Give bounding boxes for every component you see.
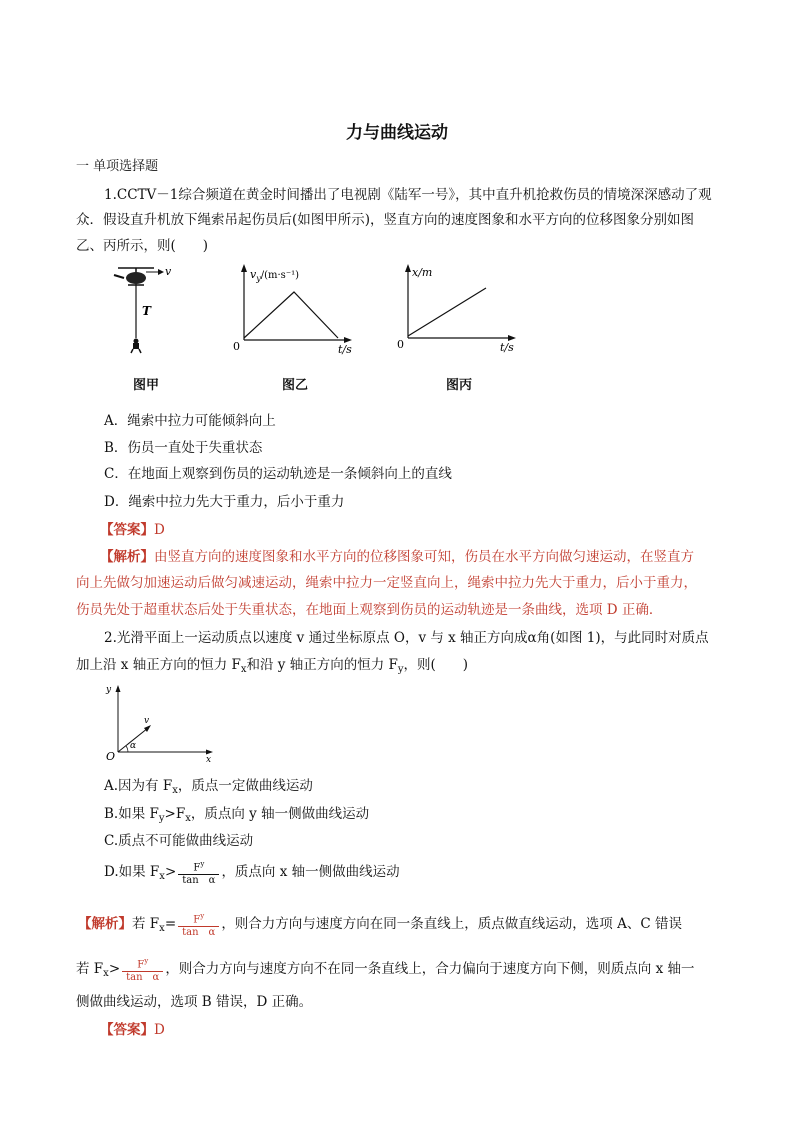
tension-label: T [142,304,151,318]
q1-analysis-line-3: 伤员先处于超重状态后处于失重状态，在地面上观察到伤员的运动轨迹是一条曲线，选项 D 正确． [76,602,663,618]
caption-fig-a: 图甲 [133,378,160,393]
q2-option-b: B.如果 $F_y>F_x$，质点向 y 轴一侧做曲线运动 [104,806,370,824]
fraction-fy-tan: $\frac{F^y}{\text{tan α}}$ [178,910,219,939]
velocity-label: v [165,265,172,278]
x-axis-label: x [206,755,212,764]
q2-stem-line-1: 2.光滑平面上一运动质点以速度 v 通过坐标原点 O，v 与 x 轴正方向成α角(如图 1)，与此同时对质点 [104,630,709,646]
q2-answer: 【答案】D [100,1022,165,1038]
helicopter-icon [114,268,154,285]
q2-option-c: C.质点不可能做曲线运动 [104,833,254,849]
displacement-line [408,288,486,336]
q1-stem-line-1: 1.CCTV－1综合频道在黄金时间播出了电视剧《陆军一号》，其中直升机抢救伤员的情境深深感动了观 [104,187,712,203]
page-title: 力与曲线运动 [346,123,448,143]
velocity-curve [244,292,338,338]
person-icon [131,339,141,354]
caption-fig-b: 图乙 [282,378,309,393]
q1-option-b: B．伤员一直处于失重状态 [104,440,263,456]
q1-option-a: A．绳索中拉力可能倾斜向上 [104,413,276,429]
fraction-fy-tan: $\frac{F^y}{\text{tan α}}$ [122,955,163,984]
q1-stem-line-3: 乙、丙所示，则( ) [76,238,209,254]
t-axis-label: t/s [338,343,352,356]
figure-displacement-graph [392,258,532,358]
figure-helicopter [110,262,190,357]
q2-analysis-line-1: 【解析】若 $F_x=$ $\frac{F^y}{\text{tan α}}$ ，则合力方向与速度方向在同一条直线上，质点做直线运动，选项 A、C 错误 [78,912,682,939]
figure-velocity-graph [228,258,368,358]
q2-option-a: A.因为有 $F_x$，质点一定做曲线运动 [104,778,313,796]
x-axis-label: x/m [412,266,433,279]
vy-label: $v_y/(m\cdot s^{-1})$ [250,268,300,283]
q2-analysis-line-3: 侧做曲线运动，选项 B 错误，D 正确。 [76,994,313,1010]
figure-coordinates [100,680,220,764]
t-axis-label: t/s [500,341,514,354]
q2-stem-line-2: 加上沿 x 轴正方向的恒力 $F_x$和沿 y 轴正方向的恒力 $F_y$，则( ) [76,657,469,675]
caption-fig-c: 图丙 [446,378,473,393]
alpha-label: α [130,741,137,751]
q1-option-c: C．在地面上观察到伤员的运动轨迹是一条倾斜向上的直线 [104,466,452,482]
y-axis-label: y [106,685,112,695]
v-label: v [144,716,150,726]
origin-label: O [106,750,116,763]
q1-option-d: D．绳索中拉力先大于重力，后小于重力 [104,494,345,510]
q1-analysis-line-1: 【解析】由竖直方向的速度图象和水平方向的位移图象可知，伤员在水平方向做匀速运动，在竖直方 [100,549,694,565]
origin-label: 0 [397,338,404,351]
fraction-fy-tan: $\frac{F^y}{\text{tan α}}$ [178,858,219,887]
q2-option-d: D.如果 $F_x>$ $\frac{F^y}{\text{tan α}}$ ，质点向 x 轴一侧做曲线运动 [104,860,400,887]
q1-stem-line-2: 众．假设直升机放下绳索吊起伤员后(如图甲所示)，竖直方向的速度图象和水平方向的位移图象分别如图 [76,212,695,228]
q2-analysis-line-2: 若 $F_x>$ $\frac{F^y}{\text{tan α}}$ ，则合力方向与速度方向不在同一条直线上，合力偏向于速度方向下侧，则质点向 x 轴一 [76,957,695,984]
origin-label: 0 [233,340,240,353]
q1-analysis-line-2: 向上先做匀加速运动后做匀减速运动，绳索中拉力一定竖直向上，绳索中拉力先大于重力，后小于重力， [76,575,697,591]
q1-answer: 【答案】D [100,522,165,538]
section-heading: 一 单项选择题 [76,159,159,174]
